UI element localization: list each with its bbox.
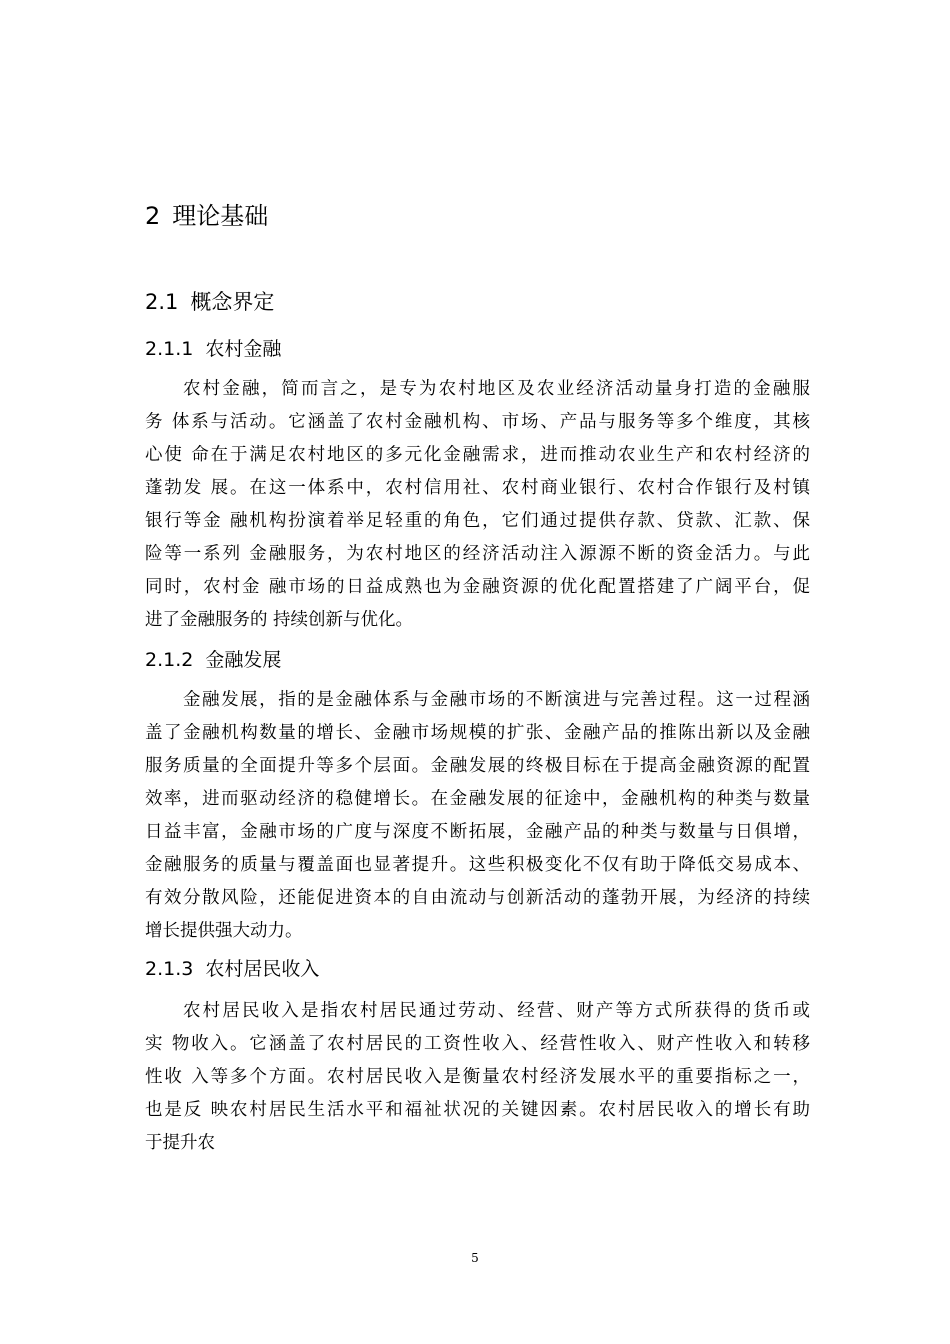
- subsection-heading-rural-income: [145, 954, 319, 984]
- subsection-title: 农村金融: [205, 338, 282, 360]
- section-number: 2.1: [145, 290, 179, 314]
- subsection-heading-rural-finance: [145, 334, 281, 364]
- paragraph-line: 日益丰富，金融市场的广度与深度不断拓展，金融产品的种类与数量与日俱增，: [145, 822, 810, 842]
- paragraph-line: 效率，进而驱动经济的稳健增长。在金融发展的征途中，金融机构的种类与数量: [145, 789, 810, 809]
- paragraph-line: 农村金融，简而言之，是专为农村地区及农业经济活动量身打造的金融服: [183, 379, 810, 399]
- paragraph-rural-income: [145, 995, 810, 1160]
- paragraph-line: 有效分散风险，还能促进资本的自由流动与创新活动的蓬勃开展，为经济的持续: [145, 888, 810, 908]
- paragraph-line: 险等一系列 金融服务，为农村地区的经济活动注入源源不断的资金活力。与此: [145, 544, 810, 564]
- subsection-number: 2.1.3: [145, 958, 194, 980]
- paragraph-line: 也是反 映农村居民生活水平和福祉状况的关键因素。农村居民收入的增长有助: [145, 1100, 810, 1120]
- subsection-number: 2.1.1: [145, 338, 194, 360]
- paragraph-line: 盖了金融机构数量的增长、金融市场规模的扩张、金融产品的推陈出新以及金融: [145, 723, 810, 743]
- paragraph-line: 同时，农村金 融市场的日益成熟也为金融资源的优化配置搭建了广阔平台，促: [145, 577, 810, 597]
- paragraph-line: 实 物收入。它涵盖了农村居民的工资性收入、经营性收入、财产性收入和转移: [145, 1034, 810, 1054]
- chapter-number: 2: [145, 202, 161, 230]
- paragraph-line: 性收 入等多个方面。农村居民收入是衡量农村经济发展水平的重要指标之一，: [145, 1067, 810, 1087]
- paragraph-line: 金融服务的质量与覆盖面也显著提升。这些积极变化不仅有助于降低交易成本、: [145, 855, 810, 875]
- paragraph-line: 于提升农: [145, 1133, 215, 1153]
- chapter-title: 理论基础: [172, 202, 269, 230]
- paragraph-line: 银行等金 融机构扮演着举足轻重的角色，它们通过提供存款、贷款、汇款、保: [145, 511, 810, 531]
- paragraph-line: 蓬勃发 展。在这一体系中，农村信用社、农村商业银行、农村合作银行及村镇: [145, 478, 810, 498]
- paragraph-financial-development: [145, 684, 810, 948]
- page-number: 5: [471, 1251, 479, 1265]
- subsection-title: 农村居民收入: [205, 958, 320, 980]
- paragraph-line: 服务质量的全面提升等多个层面。金融发展的终极目标在于提高金融资源的配置: [145, 756, 810, 776]
- chapter-heading: [145, 198, 268, 234]
- section-title: 概念界定: [190, 290, 275, 314]
- paragraph-line: 增长提供强大动力。: [145, 921, 303, 941]
- section-heading: [145, 286, 274, 318]
- paragraph-line: 进了金融服务的 持续创新与优化。: [145, 610, 414, 630]
- paragraph-line: 金融发展，指的是金融体系与金融市场的不断演进与完善过程。这一过程涵: [183, 690, 810, 710]
- subsection-title: 金融发展: [205, 649, 282, 671]
- paragraph-line: 农村居民收入是指农村居民通过劳动、经营、财产等方式所获得的货币或: [183, 1001, 810, 1021]
- paragraph-line: 务 体系与活动。它涵盖了农村金融机构、市场、产品与服务等多个维度，其核: [145, 412, 810, 432]
- subsection-number: 2.1.2: [145, 649, 194, 671]
- paragraph-line: 心使 命在于满足农村地区的多元化金融需求，进而推动农业生产和农村经济的: [145, 445, 810, 465]
- subsection-heading-financial-development: [145, 645, 281, 675]
- paragraph-rural-finance: [145, 373, 810, 637]
